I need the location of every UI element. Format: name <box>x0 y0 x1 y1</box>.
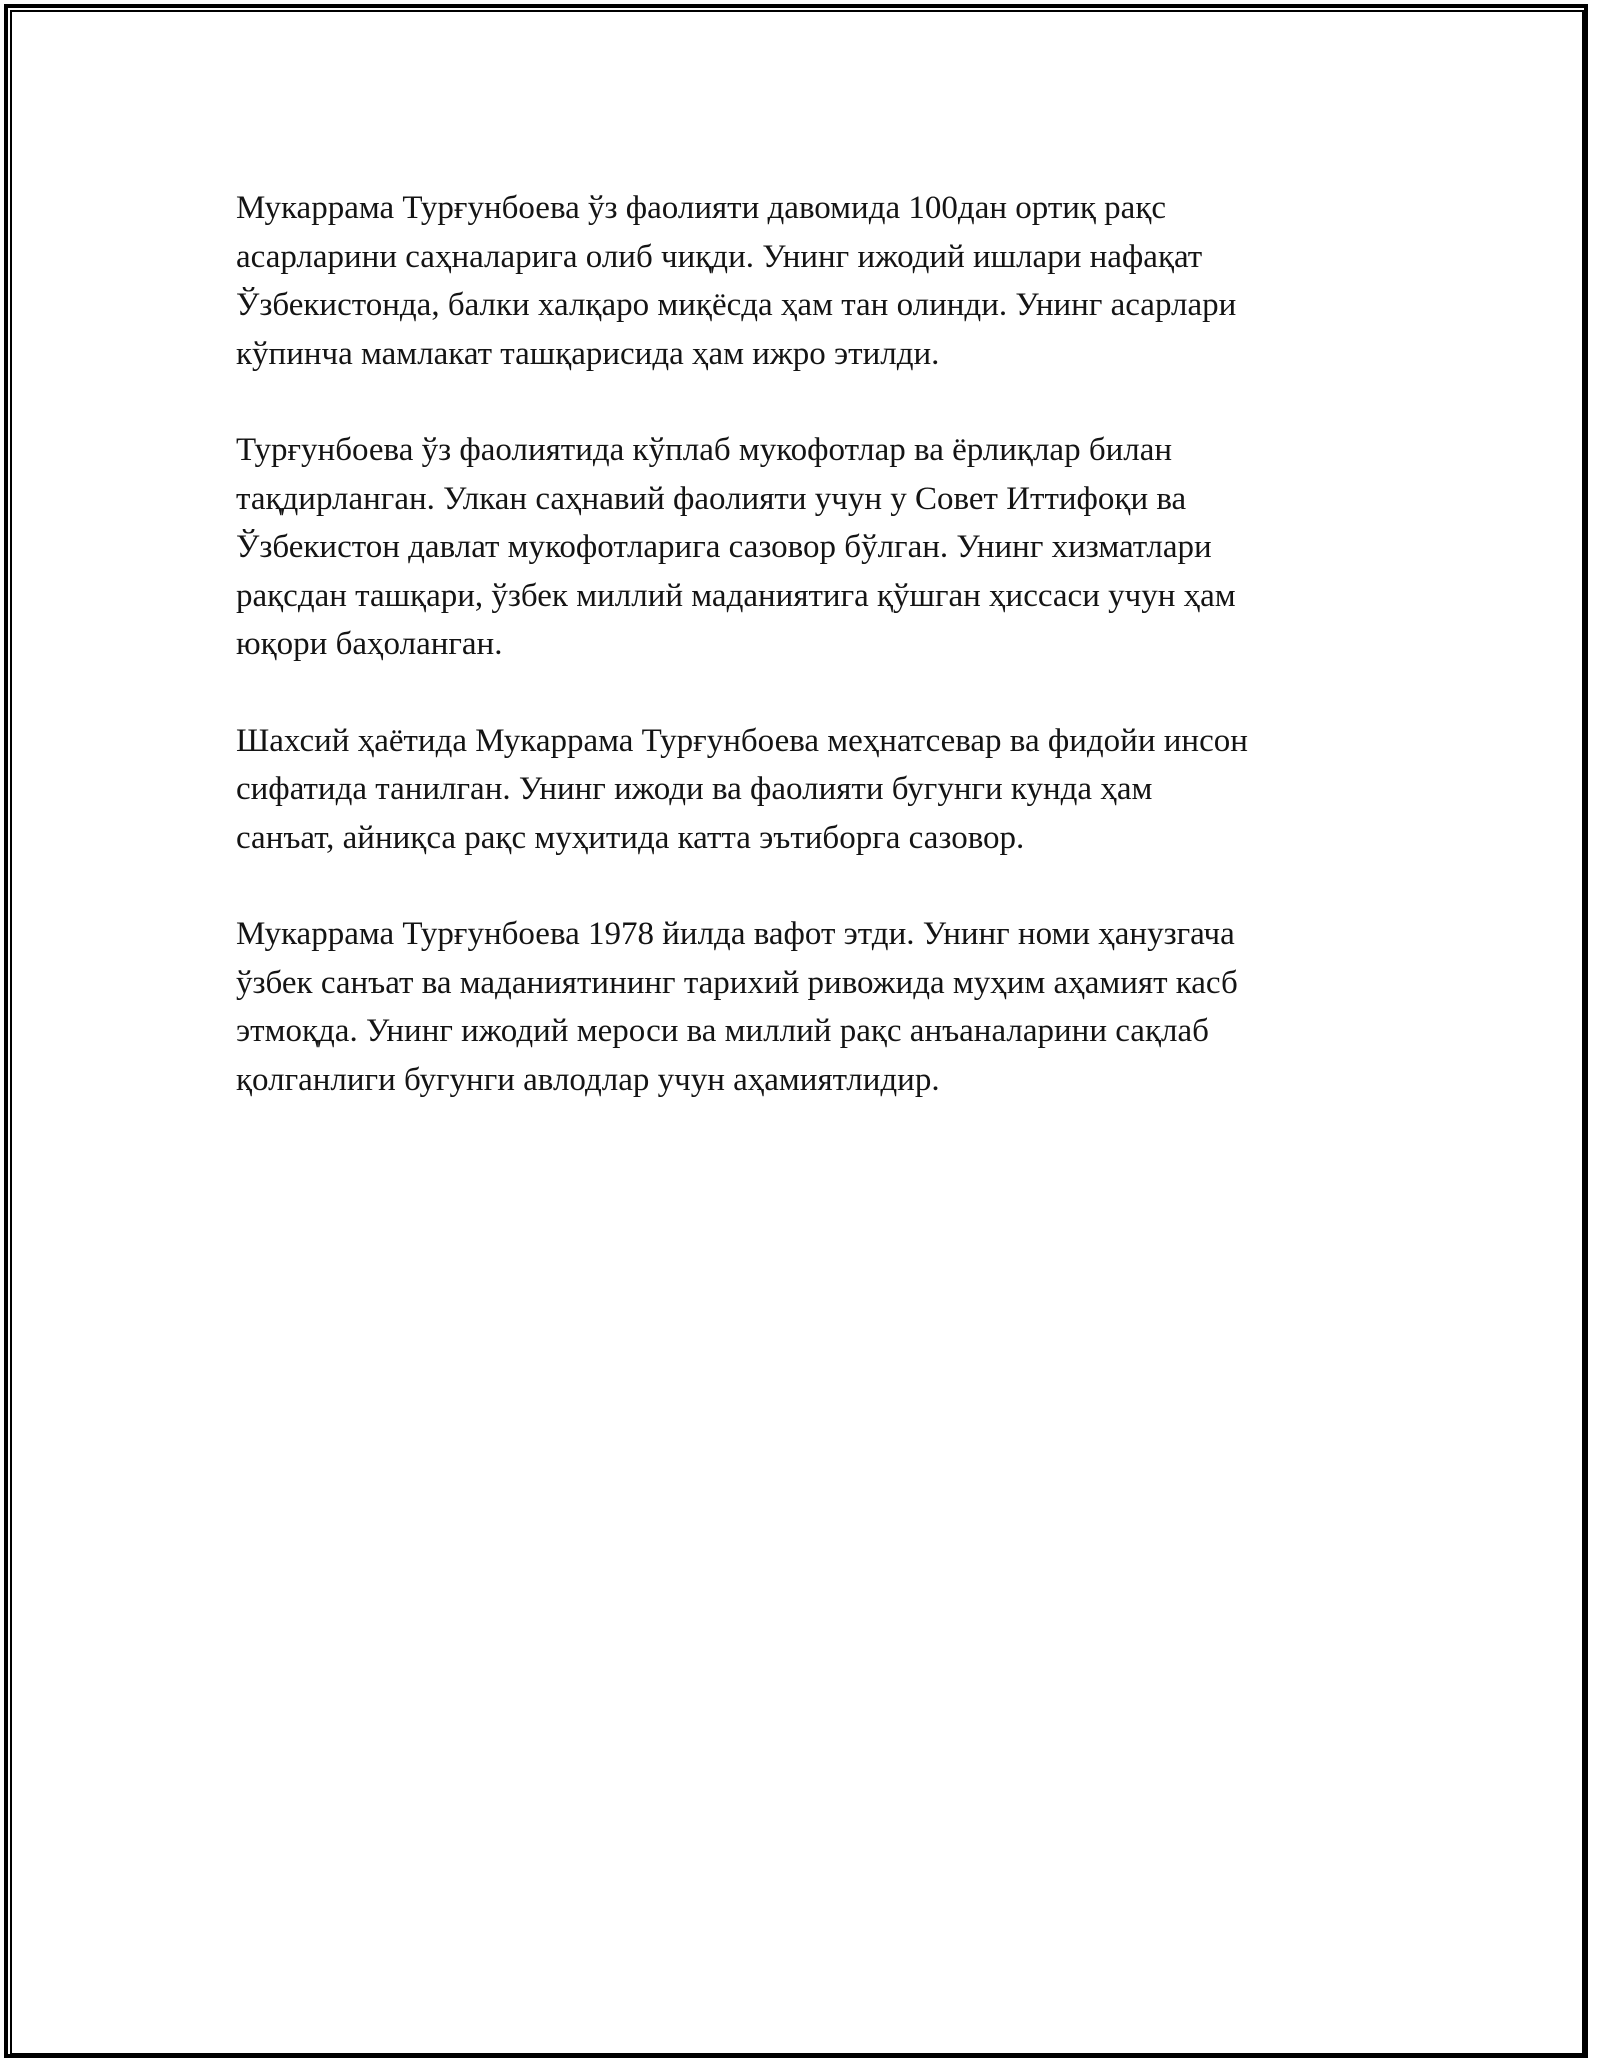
paragraph-4: Мукаррама Турғунбоева 1978 йилда вафот этди. Унинг номи ҳанузгача ўзбек санъат ва маданиятининг тарихий ривожида муҳим аҳамият касб этмоқда. Унинг ижодий мероси ва миллий рақс анъаналарини сақлаб қолганлиги бугунги авлодлар учун аҳамиятлидир. <box>236 916 1238 1098</box>
document-body <box>236 184 1376 1152</box>
paragraph-3: Шахсий ҳаётида Мукаррама Турғунбоева меҳнатсевар ва фидойи инсон сифатида танилган. Унинг ижоди ва фаолияти бугунги кунда ҳам санъат, айниқса рақс муҳитида катта эътиборга сазовор. <box>236 722 1248 856</box>
paragraph-1: Мукаррама Турғунбоева ўз фаолияти давомида 100дан ортиқ рақс асарларини саҳналарига олиб чиқди. Унинг ижодий ишлари нафақат Ўзбекистонда, балки халқаро миқёсда ҳам тан олинди. Унинг асарлари кўпинча мамлакат ташқарисида ҳам ижро этилди. <box>236 190 1237 372</box>
paragraph-2: Турғунбоева ўз фаолиятида кўплаб мукофотлар ва ёрлиқлар билан тақдирланган. Улкан саҳнавий фаолияти учун у Совет Иттифоқи ва Ўзбекистон давлат мукофотларига сазовор бўлган. Унинг хизматлари рақсдан ташқари, ўзбек миллий маданиятига қўшган ҳиссаси учун ҳам юқори баҳоланган. <box>236 432 1236 662</box>
